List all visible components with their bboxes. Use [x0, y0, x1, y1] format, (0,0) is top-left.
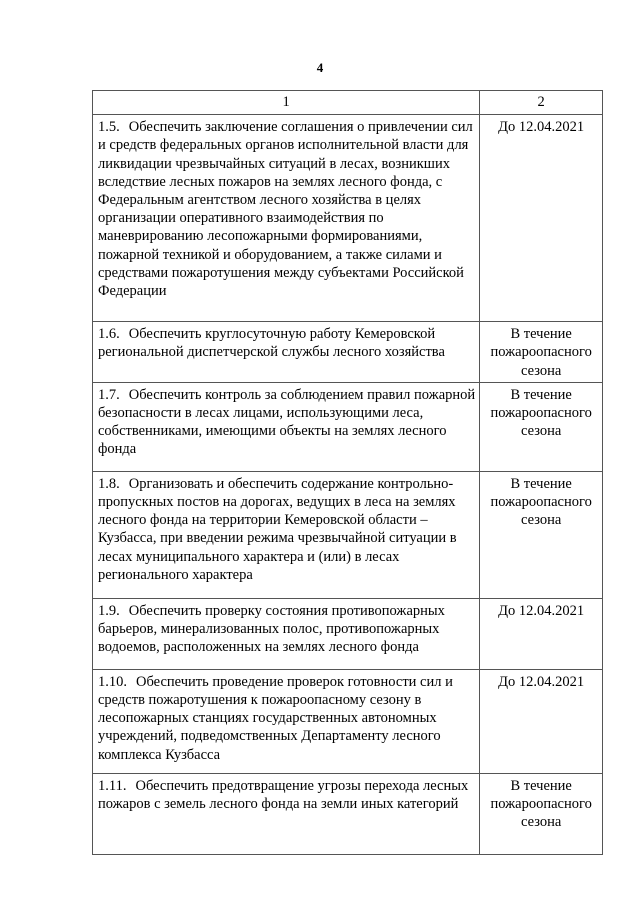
table-row [93, 773, 603, 854]
table-row [93, 669, 603, 773]
term-cell: В течение пожароопасного сезона [480, 322, 603, 383]
item-number: 1.9. [98, 602, 120, 619]
table-row [93, 115, 603, 322]
measure-cell [93, 322, 480, 383]
term-cell: До 12.04.2021 [480, 115, 603, 322]
item-number: 1.7. [98, 386, 120, 403]
table-row [93, 382, 603, 471]
item-text: Обеспечить контроль за соблюдением правил пожарной безопасности в лесах лицами, использующими леса, собственниками, имеющими объекты на землях лесного фонда [98, 386, 476, 458]
item-number: 1.8. [98, 475, 120, 492]
measure-cell [93, 382, 480, 471]
item-text: Организовать и обеспечить содержание контрольно-пропускных постов на дорогах, ведущих в леса на землях лесного фонда на территории Кемеровской области – Кузбасса, при введении режима чрезвычайной ситуации в лесах муниципального характера и (или) в лесах регионального характера [98, 475, 457, 583]
item-number: 1.10. [98, 673, 127, 690]
item-text: Обеспечить проверку состояния противопожарных барьеров, минерализованных полос, противопожарных водоемов, расположенных на землях лесного фонда [98, 602, 445, 656]
term-cell: В течение пожароопасного сезона [480, 471, 603, 598]
measure-cell [93, 598, 480, 669]
measure-cell [93, 773, 480, 854]
item-text: Обеспечить предотвращение угрозы перехода лесных пожаров с земель лесного фонда на земли иных категорий [98, 777, 469, 813]
measures-table [92, 90, 603, 855]
term-cell: До 12.04.2021 [480, 598, 603, 669]
measure-cell [93, 115, 480, 322]
measure-cell [93, 669, 480, 773]
term-cell: В течение пожароопасного сезона [480, 773, 603, 854]
item-text: Обеспечить проведение проверок готовности сил и средств пожаротушения к пожароопасному сезону в лесопожарных станциях государственных автономных учреждений, подведомственных Департаменту лесного комплекса Кузбасса [98, 673, 453, 763]
item-number: 1.5. [98, 119, 120, 136]
table-header-row [93, 91, 603, 115]
table-row [93, 598, 603, 669]
page-number: 4 [316, 60, 324, 75]
term-cell: До 12.04.2021 [480, 669, 603, 773]
table-row [93, 471, 603, 598]
header-cell-1: 1 [93, 91, 480, 115]
measure-cell [93, 471, 480, 598]
header-cell-2: 2 [480, 91, 603, 115]
table-row [93, 322, 603, 383]
item-text: Обеспечить заключение соглашения о привлечении сил и средств федеральных органов исполнительной власти для ликвидации чрезвычайных ситуаций в лесах, возникших вследствие лесных пожаров на землях лесного фонда, с Федеральным агентством лесного хозяйства в целях организации оперативного взаимодействия по маневрированию лесопожарными формированиями, пожарной техникой и оборудованием, а также силами и средствами пожаротушения между субъектами Российской Федерации [98, 119, 473, 300]
item-number: 1.6. [98, 326, 120, 343]
term-cell: В течение пожароопасного сезона [480, 382, 603, 471]
item-text: Обеспечить круглосуточную работу Кемеровской региональной диспетчерской службы лесного хозяйства [98, 326, 445, 361]
item-number: 1.11. [98, 777, 127, 794]
